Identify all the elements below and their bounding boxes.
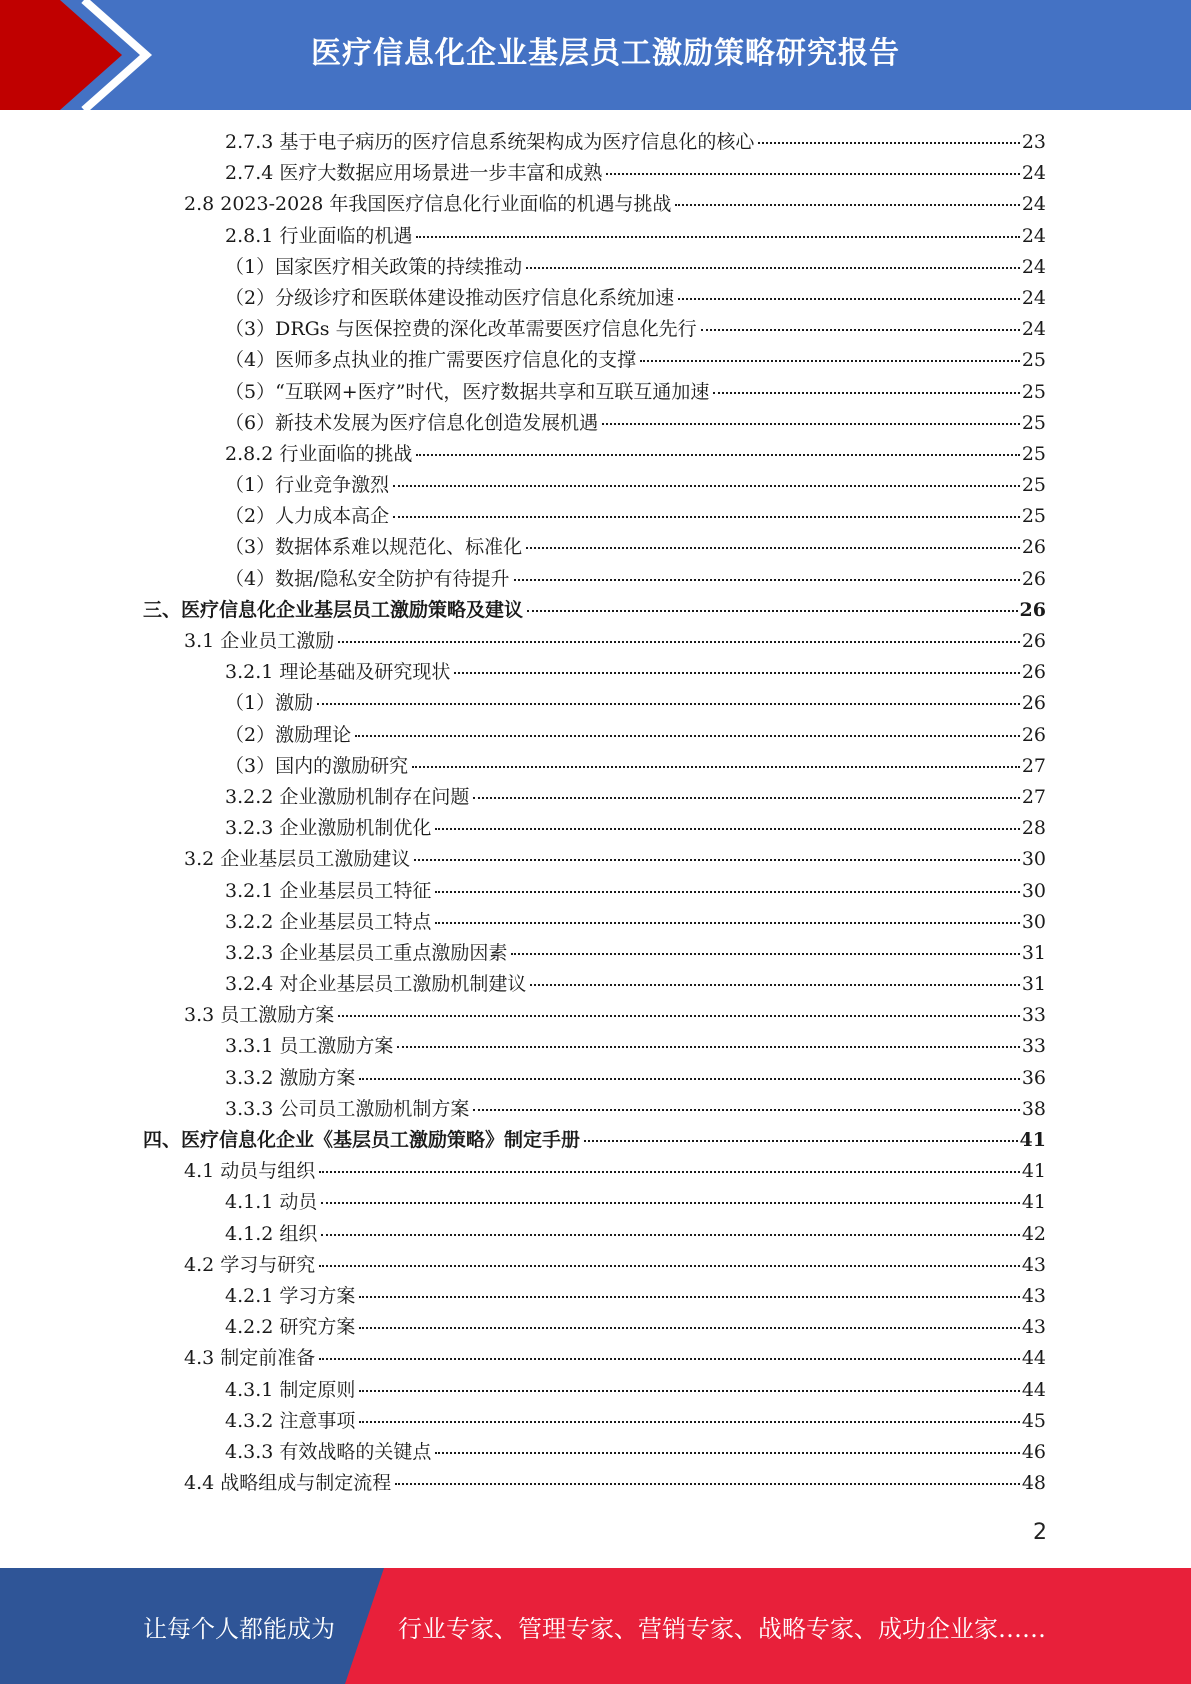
- toc-entry-page: 26: [1021, 536, 1046, 559]
- toc-dot-leader: [412, 765, 1020, 768]
- page-header: [0, 0, 1191, 110]
- toc-entry[interactable]: [0, 189, 1191, 220]
- toc-entry-label: 3.2.3 企业激励机制优化: [225, 817, 432, 840]
- page-footer: [0, 1568, 1191, 1684]
- toc-entry[interactable]: [0, 1281, 1191, 1312]
- toc-entry[interactable]: [0, 1187, 1191, 1218]
- toc-dot-leader: [319, 1357, 1020, 1360]
- toc-dot-leader: [675, 203, 1019, 206]
- toc-entry[interactable]: [0, 938, 1191, 969]
- toc-entry-page: 25: [1021, 411, 1046, 434]
- toc-entry-label: 4.2.2 研究方案: [225, 1316, 356, 1339]
- toc-entry[interactable]: [0, 688, 1191, 719]
- toc-entry-page: 24: [1021, 286, 1046, 309]
- toc-entry-page: 30: [1021, 879, 1046, 902]
- toc-entry[interactable]: [0, 408, 1191, 439]
- toc-dot-leader: [435, 921, 1019, 924]
- toc-entry[interactable]: [0, 564, 1191, 595]
- toc-entry[interactable]: [0, 314, 1191, 345]
- toc-entry[interactable]: [0, 1437, 1191, 1468]
- toc-dot-leader: [416, 453, 1019, 456]
- toc-entry[interactable]: [0, 813, 1191, 844]
- toc-dot-leader: [435, 1451, 1019, 1454]
- toc-dot-leader: [319, 1170, 1020, 1173]
- toc-entry-label: 2.8 2023-2028 年我国医疗信息化行业面临的机遇与挑战: [184, 193, 672, 216]
- toc-entry[interactable]: [0, 1031, 1191, 1062]
- toc-entry-label: 4.1.1 动员: [225, 1191, 318, 1214]
- table-of-contents: [0, 127, 1191, 1499]
- toc-entry-label: 3.2.1 理论基础及研究现状: [225, 661, 451, 684]
- toc-entry[interactable]: [0, 782, 1191, 813]
- toc-entry-label: （1）国家医疗相关政策的持续推动: [225, 255, 523, 278]
- toc-entry-label: （3）国内的激励研究: [225, 754, 409, 777]
- toc-entry-page: 26: [1021, 692, 1046, 715]
- toc-entry-page: 30: [1021, 910, 1046, 933]
- toc-entry-label: 2.7.4 医疗大数据应用场景进一步丰富和成熟: [225, 162, 603, 185]
- toc-entry-page: 33: [1021, 1004, 1046, 1027]
- toc-dot-leader: [359, 1420, 1019, 1423]
- toc-entry[interactable]: [0, 439, 1191, 470]
- toc-entry-label: 3.3.3 公司员工激励机制方案: [225, 1097, 470, 1120]
- toc-dot-leader: [321, 1201, 1019, 1204]
- toc-dot-leader: [397, 1045, 1019, 1048]
- toc-dot-leader: [713, 391, 1019, 394]
- toc-dot-leader: [606, 172, 1019, 175]
- toc-dot-leader: [530, 983, 1019, 986]
- toc-entry-label: 3.3.2 激励方案: [225, 1066, 356, 1089]
- toc-entry[interactable]: [0, 1125, 1191, 1156]
- toc-entry[interactable]: [0, 470, 1191, 501]
- toc-entry-page: 28: [1021, 817, 1046, 840]
- toc-dot-leader: [355, 734, 1020, 737]
- toc-entry[interactable]: [0, 907, 1191, 938]
- toc-entry-page: 23: [1021, 131, 1046, 153]
- toc-dot-leader: [511, 952, 1019, 955]
- toc-dot-leader: [395, 1482, 1020, 1485]
- toc-entry-page: 25: [1021, 442, 1046, 465]
- toc-entry-page: 38: [1021, 1097, 1046, 1120]
- toc-entry[interactable]: [0, 720, 1191, 751]
- toc-entry-page: 24: [1021, 255, 1046, 278]
- toc-entry[interactable]: [0, 252, 1191, 283]
- toc-entry-label: （4）数据/隐私安全防护有待提升: [225, 567, 510, 590]
- toc-dot-leader: [338, 1014, 1020, 1017]
- toc-entry-label: 4.3.1 制定原则: [225, 1378, 356, 1401]
- toc-entry-label: 2.7.3 基于电子病历的医疗信息系统架构成为医疗信息化的核心: [225, 131, 755, 153]
- toc-dot-leader: [473, 1108, 1019, 1111]
- toc-dot-leader: [640, 359, 1020, 362]
- toc-entry-page: 25: [1021, 505, 1046, 528]
- toc-entry[interactable]: [0, 127, 1191, 158]
- toc-dot-leader: [359, 1077, 1019, 1080]
- toc-dot-leader: [359, 1326, 1019, 1329]
- toc-dot-leader: [526, 546, 1020, 549]
- toc-entry-page: 26: [1021, 630, 1046, 652]
- toc-entry-label: 3.2.3 企业基层员工重点激励因素: [225, 941, 508, 964]
- toc-entry-label: （5）“互联网+医疗”时代，医疗数据共享和互联互通加速: [225, 380, 710, 403]
- toc-dot-leader: [701, 328, 1020, 331]
- toc-entry-page: 24: [1021, 224, 1046, 247]
- toc-entry[interactable]: [0, 1063, 1191, 1094]
- toc-entry[interactable]: [0, 345, 1191, 376]
- toc-dot-leader: [584, 1139, 1018, 1142]
- toc-entry[interactable]: [0, 595, 1191, 626]
- toc-entry-label: 三、医疗信息化企业基层员工激励策略及建议: [143, 598, 524, 621]
- toc-entry-label: 四、医疗信息化企业《基层员工激励策略》制定手册: [143, 1129, 581, 1151]
- toc-entry-page: 31: [1021, 941, 1046, 964]
- toc-entry-page: 26: [1019, 598, 1046, 621]
- toc-entry[interactable]: [0, 751, 1191, 782]
- toc-dot-leader: [454, 671, 1019, 674]
- toc-entry-page: 36: [1021, 1066, 1046, 1089]
- toc-entry[interactable]: [0, 221, 1191, 252]
- toc-entry-label: （1）激励: [225, 692, 314, 715]
- toc-entry[interactable]: [0, 657, 1191, 688]
- toc-entry-label: 3.1 企业员工激励: [184, 630, 335, 652]
- toc-dot-leader: [435, 827, 1019, 830]
- toc-entry[interactable]: [0, 1156, 1191, 1187]
- toc-entry[interactable]: [0, 1375, 1191, 1406]
- toc-entry-label: 4.2.1 学习方案: [225, 1284, 356, 1307]
- toc-dot-leader: [514, 578, 1020, 581]
- toc-entry[interactable]: [0, 283, 1191, 314]
- toc-entry[interactable]: [0, 626, 1191, 657]
- toc-entry-page: 27: [1021, 785, 1046, 808]
- toc-entry-label: （3）数据体系难以规范化、标准化: [225, 536, 523, 559]
- toc-entry[interactable]: [0, 1468, 1191, 1499]
- toc-entry-label: 4.1.2 组织: [225, 1222, 318, 1245]
- toc-entry-page: 27: [1021, 754, 1046, 777]
- footer-tagline: 行业专家、管理专家、营销专家、战略专家、成功企业家……: [398, 1614, 1046, 1643]
- toc-entry-label: 4.2 学习与研究: [184, 1253, 316, 1276]
- toc-entry-label: 3.2 企业基层员工激励建议: [184, 848, 411, 871]
- toc-entry-page: 26: [1021, 567, 1046, 590]
- toc-entry-label: （2）分级诊疗和医联体建设推动医疗信息化系统加速: [225, 286, 675, 309]
- footer-slogan: 让每个人都能成为: [143, 1614, 335, 1643]
- toc-entry[interactable]: [0, 532, 1191, 563]
- toc-entry-label: 4.3.2 注意事项: [225, 1409, 356, 1432]
- toc-entry-page: 33: [1021, 1035, 1046, 1058]
- toc-dot-leader: [317, 702, 1020, 705]
- toc-entry[interactable]: [0, 1312, 1191, 1343]
- toc-dot-leader: [321, 1233, 1019, 1236]
- toc-entry-page: 41: [1021, 1191, 1046, 1214]
- toc-entry-label: 4.3 制定前准备: [184, 1347, 316, 1370]
- toc-entry-label: （1）行业竞争激烈: [225, 474, 390, 497]
- toc-dot-leader: [393, 515, 1020, 518]
- toc-entry-page: 41: [1021, 1160, 1046, 1183]
- toc-entry[interactable]: [0, 1343, 1191, 1374]
- toc-entry[interactable]: [0, 969, 1191, 1000]
- toc-entry-page: 24: [1021, 318, 1046, 341]
- toc-entry-page: 25: [1021, 474, 1046, 497]
- toc-entry-page: 41: [1019, 1129, 1046, 1151]
- toc-dot-leader: [527, 609, 1018, 612]
- toc-entry[interactable]: [0, 1094, 1191, 1125]
- toc-dot-leader: [435, 890, 1019, 893]
- toc-entry-label: （6）新技术发展为医疗信息化创造发展机遇: [225, 411, 599, 434]
- toc-entry-label: （2）激励理论: [225, 723, 352, 746]
- toc-entry[interactable]: [0, 876, 1191, 907]
- toc-entry-page: 46: [1021, 1440, 1046, 1463]
- toc-entry-page: 26: [1021, 723, 1046, 746]
- toc-entry-page: 43: [1021, 1316, 1046, 1339]
- toc-entry[interactable]: [0, 1250, 1191, 1281]
- page-number: 2: [1033, 1520, 1047, 1545]
- report-title: 医疗信息化企业基层员工激励策略研究报告: [311, 36, 900, 71]
- toc-entry-label: 4.1 动员与组织: [184, 1160, 316, 1183]
- toc-entry-label: 3.2.2 企业激励机制存在问题: [225, 785, 470, 808]
- toc-entry-label: （2）人力成本高企: [225, 505, 390, 528]
- toc-entry-page: 43: [1021, 1253, 1046, 1276]
- toc-entry-label: 3.2.1 企业基层员工特征: [225, 879, 432, 902]
- toc-dot-leader: [338, 640, 1020, 643]
- toc-entry-page: 44: [1021, 1378, 1046, 1401]
- toc-dot-leader: [393, 484, 1020, 487]
- toc-entry-page: 26: [1021, 661, 1046, 684]
- toc-entry-page: 45: [1021, 1409, 1046, 1432]
- toc-dot-leader: [758, 141, 1019, 144]
- toc-dot-leader: [526, 266, 1020, 269]
- toc-entry-label: （3）DRGs 与医保控费的深化改革需要医疗信息化先行: [225, 318, 697, 341]
- toc-entry[interactable]: [0, 377, 1191, 408]
- toc-entry-page: 43: [1021, 1284, 1046, 1307]
- toc-entry-label: 3.3.1 员工激励方案: [225, 1035, 394, 1058]
- toc-dot-leader: [414, 858, 1020, 861]
- toc-entry-page: 24: [1021, 162, 1046, 185]
- toc-dot-leader: [473, 796, 1019, 799]
- toc-dot-leader: [359, 1389, 1019, 1392]
- toc-entry[interactable]: [0, 1000, 1191, 1031]
- toc-entry-page: 30: [1021, 848, 1046, 871]
- toc-dot-leader: [678, 297, 1020, 300]
- toc-entry-page: 31: [1021, 973, 1046, 996]
- toc-entry-label: 3.3 员工激励方案: [184, 1004, 335, 1027]
- toc-entry-page: 25: [1021, 380, 1046, 403]
- toc-dot-leader: [359, 1295, 1019, 1298]
- toc-entry[interactable]: [0, 158, 1191, 189]
- toc-entry-page: 25: [1021, 349, 1046, 372]
- toc-entry-label: （4）医师多点执业的推广需要医疗信息化的支撑: [225, 349, 637, 372]
- toc-entry-label: 2.8.1 行业面临的机遇: [225, 224, 413, 247]
- toc-entry-page: 24: [1021, 193, 1046, 216]
- toc-entry[interactable]: [0, 501, 1191, 532]
- toc-dot-leader: [416, 235, 1019, 238]
- toc-entry-label: 3.2.2 企业基层员工特点: [225, 910, 432, 933]
- toc-entry[interactable]: [0, 1406, 1191, 1437]
- toc-entry-page: 42: [1021, 1222, 1046, 1245]
- toc-entry-label: 2.8.2 行业面临的挑战: [225, 442, 413, 465]
- toc-entry[interactable]: [0, 844, 1191, 875]
- toc-dot-leader: [602, 422, 1020, 425]
- toc-entry-label: 4.3.3 有效战略的关键点: [225, 1440, 432, 1463]
- toc-dot-leader: [319, 1264, 1020, 1267]
- toc-entry-page: 48: [1021, 1472, 1046, 1495]
- toc-entry-label: 3.2.4 对企业基层员工激励机制建议: [225, 973, 527, 996]
- toc-entry[interactable]: [0, 1219, 1191, 1250]
- toc-entry-page: 44: [1021, 1347, 1046, 1370]
- toc-entry-label: 4.4 战略组成与制定流程: [184, 1472, 392, 1495]
